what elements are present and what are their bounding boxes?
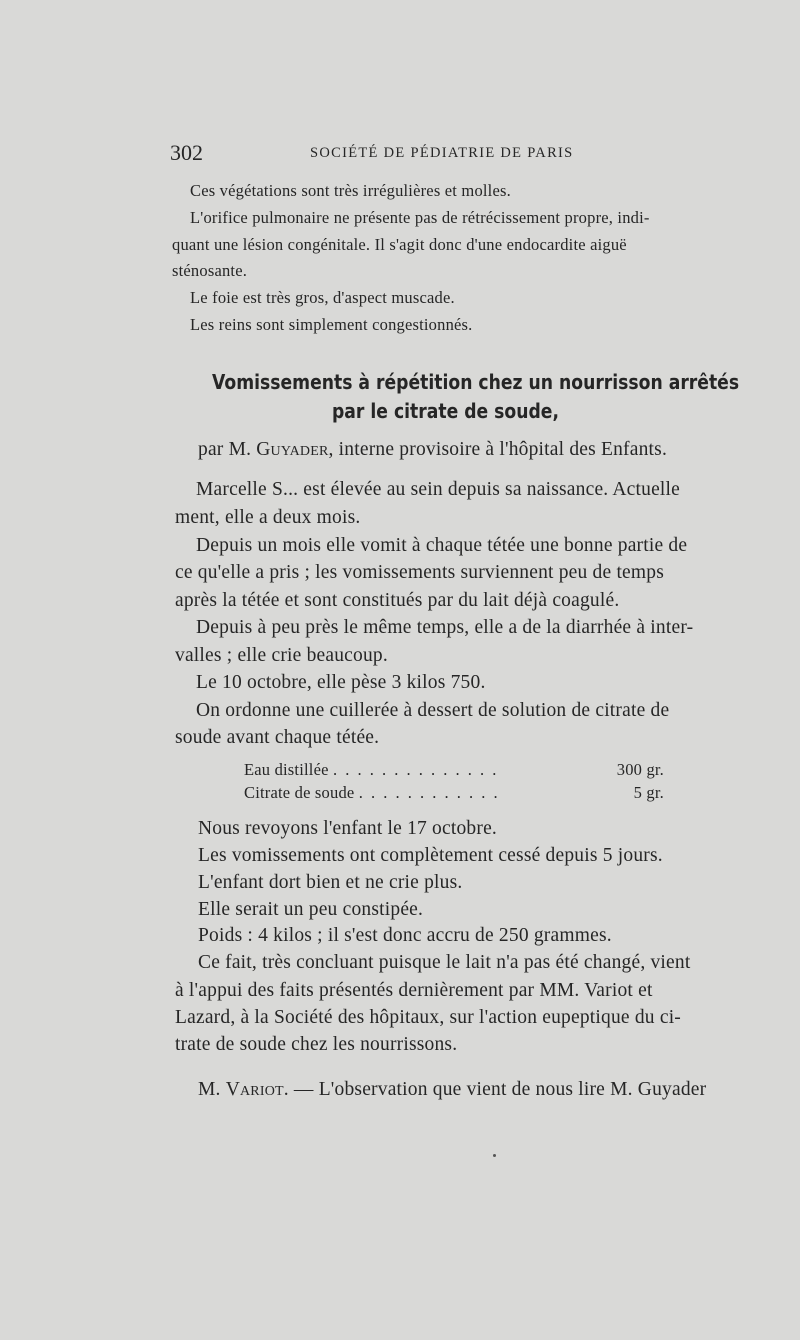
- intro-line: Ces végétations sont très irrégulières et molles.: [190, 181, 511, 200]
- body-line: Depuis un mois elle vomit à chaque tétée une bonne partie de: [196, 535, 688, 556]
- page-number: 302: [170, 140, 203, 165]
- body-line: après la tétée et sont constitués par du lait déjà coagulé.: [175, 590, 620, 611]
- body-line: L'enfant dort bien et ne crie plus.: [198, 872, 463, 893]
- running-head: SOCIÉTÉ DE PÉDIATRIE DE PARIS: [310, 145, 574, 161]
- body-line: On ordonne une cuillerée à dessert de solution de citrate de: [196, 700, 670, 721]
- author-name: Guyader: [256, 439, 329, 460]
- recipe-item-name: Eau distillée: [244, 760, 329, 779]
- article-title-line2: par le citrate de soude,: [332, 399, 559, 423]
- byline-prefix: par M.: [198, 439, 252, 460]
- body-line: à l'appui des faits présentés dernièrement par MM. Variot et: [175, 980, 653, 1001]
- recipe-item-name: Citrate de soude: [244, 783, 355, 802]
- intro-line: Les reins sont simplement congestionnés.: [190, 315, 473, 334]
- article-byline: [198, 439, 667, 461]
- body-line: Elle serait un peu constipée.: [198, 899, 424, 920]
- body-line: Les vomissements ont complètement cessé depuis 5 jours.: [198, 845, 663, 866]
- intro-line: L'orifice pulmonaire ne présente pas de rétrécissement propre, indi-: [190, 208, 650, 227]
- closing-line: [198, 1079, 706, 1101]
- body-line: ce qu'elle a pris ; les vomissements surviennent peu de temps: [175, 562, 665, 583]
- body-line: soude avant chaque tétée.: [175, 727, 380, 748]
- body-line: Poids : 4 kilos ; il s'est donc accru de 250 grammes.: [198, 925, 612, 946]
- body-line: valles ; elle crie beaucoup.: [175, 645, 388, 666]
- page-header: [170, 140, 730, 170]
- closing-prefix: M.: [198, 1079, 221, 1100]
- recipe-leader-dots: . . . . . . . . . . . . . .: [332, 760, 499, 779]
- ink-speck: [493, 1154, 496, 1157]
- body-line: Lazard, à la Société des hôpitaux, sur l'action eupeptique du ci-: [175, 1007, 682, 1028]
- intro-line: quant une lésion congénitale. Il s'agit donc d'une endocardite aiguë: [172, 235, 627, 254]
- intro-line: sténosante.: [172, 261, 248, 280]
- recipe-item-quantity: 5 gr.: [633, 783, 664, 802]
- body-line: ment, elle a deux mois.: [175, 507, 361, 528]
- body-line: Nous revoyons l'enfant le 17 octobre.: [198, 818, 498, 839]
- body-line: Le 10 octobre, elle pèse 3 kilos 750.: [196, 672, 486, 693]
- article-title-line1: Vomissements à répétition chez un nourrisson arrêtés: [212, 370, 740, 394]
- byline-suffix: , interne provisoire à l'hôpital des Enfants.: [328, 439, 668, 460]
- closing-author: Variot: [225, 1079, 284, 1100]
- body-line: trate de soude chez les nourrissons.: [175, 1034, 458, 1055]
- body-line: Depuis à peu près le même temps, elle a de la diarrhée à inter-: [196, 617, 694, 638]
- recipe-leader-dots: . . . . . . . . . . . .: [358, 783, 500, 802]
- closing-text: . — L'observation que vient de nous lire M. Guyader: [283, 1079, 707, 1100]
- intro-line: Le foie est très gros, d'aspect muscade.: [190, 288, 455, 307]
- recipe-item-quantity: 300 gr.: [616, 760, 664, 779]
- body-line: Marcelle S... est élevée au sein depuis sa naissance. Actuelle: [196, 479, 681, 500]
- body-line: Ce fait, très concluant puisque le lait n'a pas été changé, vient: [198, 952, 691, 973]
